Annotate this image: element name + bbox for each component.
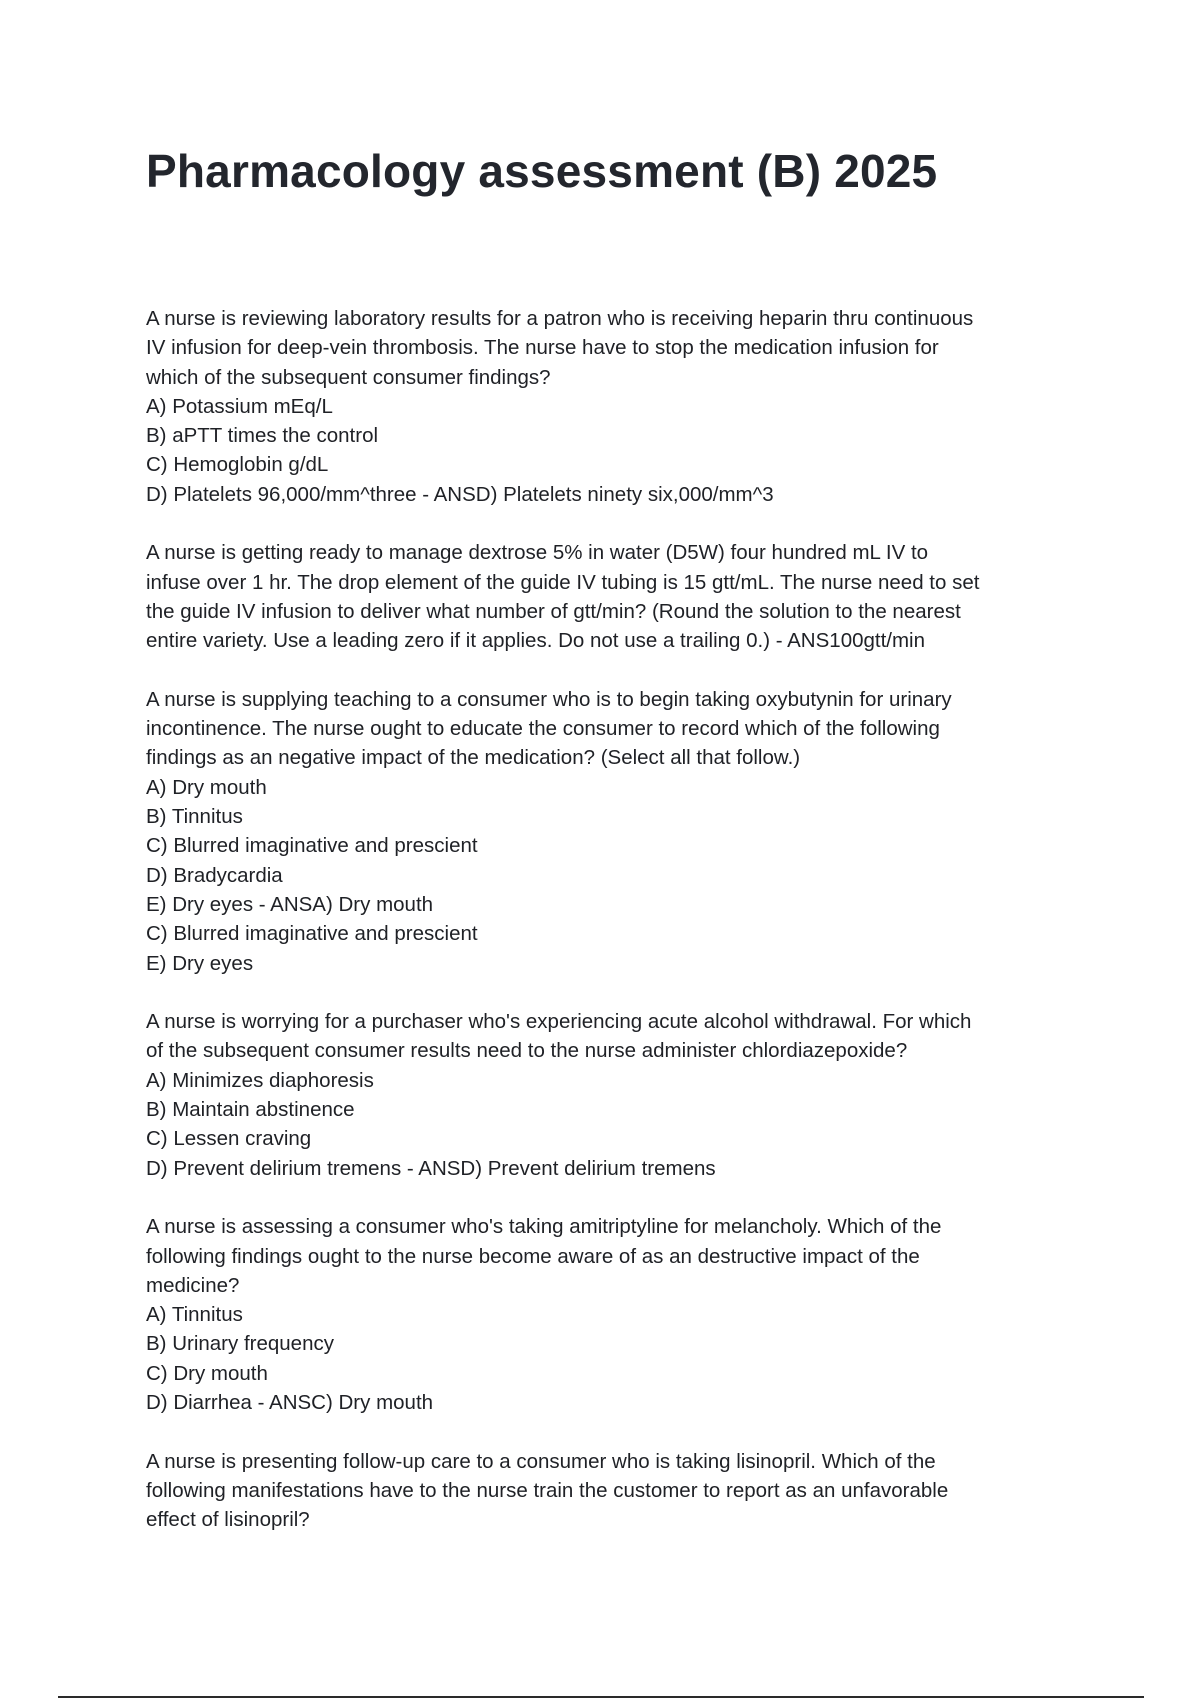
question-block — [146, 1007, 1066, 1183]
answer-option: A) Potassium mEq/L — [146, 394, 333, 418]
answer-option: C) Blurred imaginative and prescient — [146, 922, 478, 946]
question-block — [146, 1447, 1066, 1535]
answer-option: B) Maintain abstinence — [146, 1098, 355, 1122]
answer-option: B) aPTT times the control — [146, 424, 379, 448]
answer-option: A) Dry mouth — [146, 775, 267, 799]
question-block — [146, 538, 1066, 655]
question-block — [146, 304, 1066, 509]
answer-option: B) Urinary frequency — [146, 1332, 334, 1356]
answer-option: C) Lessen craving — [146, 1127, 312, 1151]
question-stem: A nurse is supplying teaching to a consumer who is to begin taking oxybutynin for urinary incontinence. The nurse ought to educate the consumer to record which of the following findings as an negative impact of the medication? (Select all that follow.) — [146, 687, 952, 770]
answer-option: A) Minimizes diaphoresis — [146, 1068, 374, 1092]
answer-option: D) Prevent delirium tremens - ANSD) Prevent delirium tremens — [146, 1156, 716, 1180]
answer-option: E) Dry eyes — [146, 951, 254, 975]
question-stem: A nurse is getting ready to manage dextrose 5% in water (D5W) four hundred mL IV to infuse over 1 hr. The drop element of the guide IV tubing is 15 gtt/mL. The nurse need to set the guide IV infusion to deliver what number of gtt/min? (Round the solution to the nearest entire variety. Use a leading zero if it applies. Do not use a trailing 0.) - ANS100gtt/min — [146, 541, 980, 653]
answer-option: A) Tinnitus — [146, 1303, 243, 1327]
answer-option: E) Dry eyes - ANSA) Dry mouth — [146, 892, 434, 916]
answer-option: D) Bradycardia — [146, 863, 283, 887]
question-block — [146, 1212, 1066, 1417]
answer-option: C) Blurred imaginative and prescient — [146, 834, 478, 858]
answer-option: B) Tinnitus — [146, 805, 243, 829]
question-stem: A nurse is assessing a consumer who's taking amitriptyline for melancholy. Which of the following findings ought to the nurse become aware of as an destructive impact of the medicine? — [146, 1215, 942, 1297]
answer-option: D) Platelets 96,000/mm^three - ANSD) Platelets ninety six,000/mm^3 — [146, 482, 774, 506]
answer-option: D) Diarrhea - ANSC) Dry mouth — [146, 1390, 434, 1414]
question-block — [146, 685, 1066, 978]
question-stem: A nurse is reviewing laboratory results for a patron who is receiving heparin thru continuous IV infusion for deep-vein thrombosis. The nurse have to stop the medication infusion for which of the subsequent consumer findings? — [146, 307, 974, 389]
question-list — [146, 304, 1066, 1564]
answer-option: C) Dry mouth — [146, 1361, 268, 1385]
document-title: Pharmacology assessment (B) 2025 — [146, 145, 938, 197]
footer-divider — [58, 1696, 1144, 1698]
answer-option: C) Hemoglobin g/dL — [146, 453, 329, 477]
question-stem: A nurse is presenting follow-up care to a consumer who is taking lisinopril. Which of the following manifestations have to the nurse train the customer to report as an unfavorable effect of lisinopril? — [146, 1449, 949, 1532]
question-stem: A nurse is worrying for a purchaser who's experiencing acute alcohol withdrawal. For which of the subsequent consumer results need to the nurse administer chlordiazepoxide? — [146, 1010, 972, 1063]
